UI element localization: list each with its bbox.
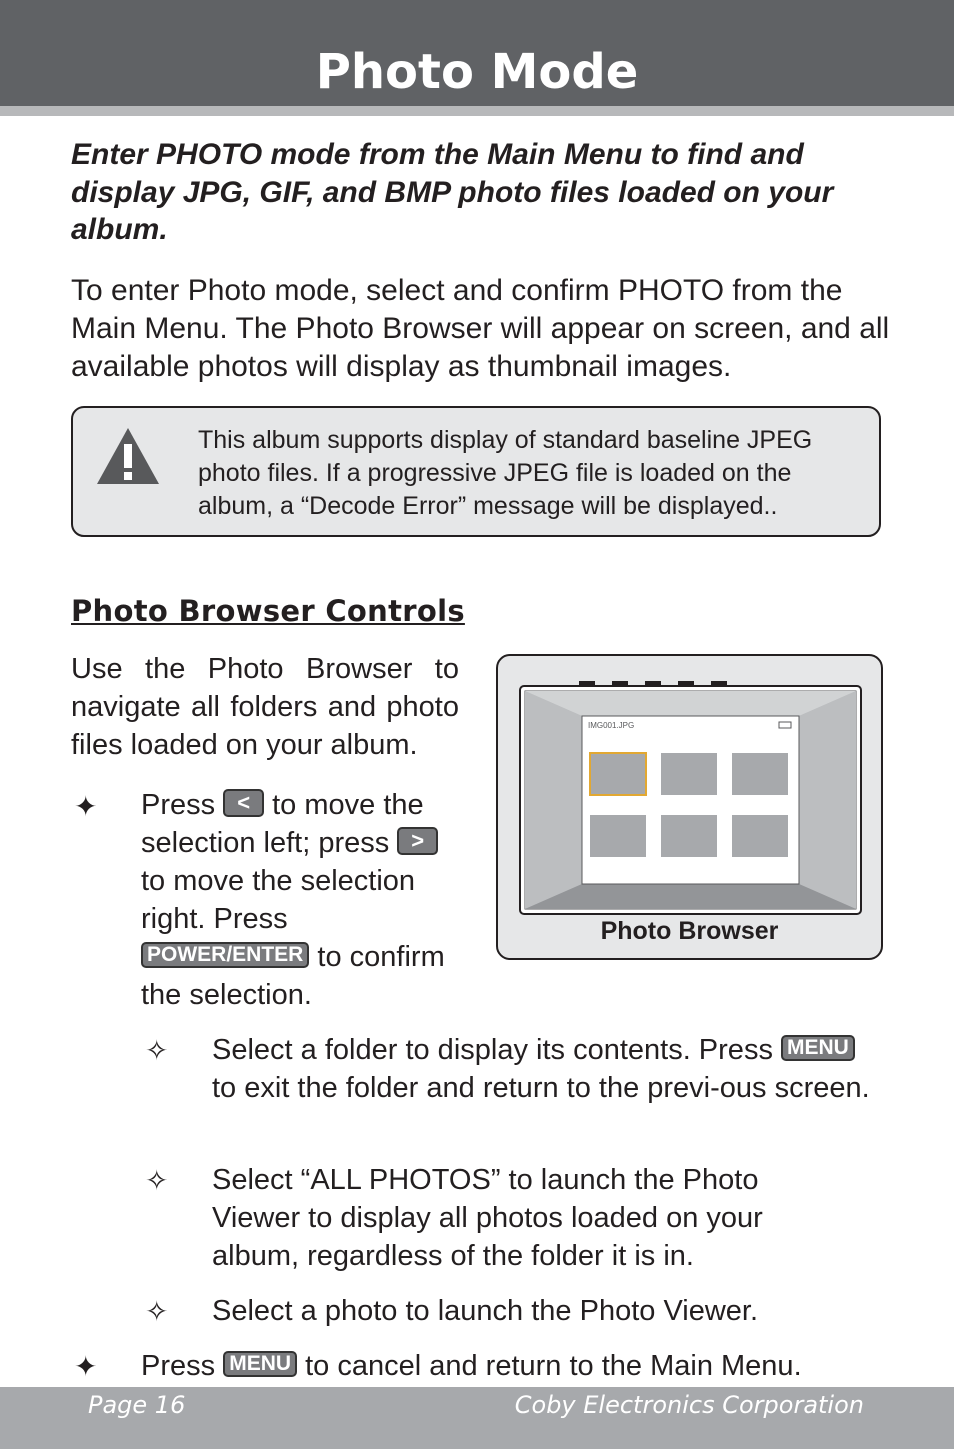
- power-enter-key: POWER/ENTER: [141, 942, 309, 968]
- sub-bullet-photo-text: Select a photo to launch the Photo Viewer.: [212, 1295, 759, 1327]
- page-header: [0, 0, 954, 106]
- sub-bullet-all-photos-text: Select “ALL PHOTOS” to launch the Photo Viewer to display all photos loaded on your album, regardless of the folder it is in.: [212, 1164, 763, 1272]
- figure-caption: Photo Browser: [600, 917, 779, 945]
- warning-note: [71, 406, 881, 537]
- bullet-diamond-icon: ✧: [145, 1035, 169, 1066]
- header-stripe: [0, 106, 954, 116]
- intro-text: Enter PHOTO mode from the Main Menu to find and display JPG, GIF, and BMP photo files loaded on your album.: [71, 138, 834, 246]
- bullet-diamond-icon: ✧: [145, 1296, 169, 1327]
- bullet-diamond-icon: ✧: [145, 1165, 169, 1196]
- thumbnail: [661, 815, 717, 857]
- warning-icon: [95, 426, 161, 491]
- left-key: <: [223, 789, 264, 817]
- photo-browser-illustration: [498, 656, 881, 918]
- sub-bullet-part: to exit the folder and return to the previ-ous screen.: [212, 1072, 870, 1104]
- body-paragraph: To enter Photo mode, select and confirm PHOTO from the Main Menu. The Photo Browser will appear on screen, and all available photos will display as thumbnail images.: [71, 274, 890, 383]
- bullet-cancel-part: Press: [141, 1350, 216, 1382]
- thumbnail: [732, 815, 788, 857]
- photo-browser-figure: [496, 654, 883, 960]
- bullet-cancel-text: [141, 1347, 921, 1385]
- thumbnail-selected: [590, 753, 646, 795]
- page-number: Page 16: [88, 1391, 186, 1419]
- bullet-nav-part: to move the selection right. Press: [141, 865, 416, 935]
- section-intro: Use the Photo Browser to navigate all folders and photo files loaded on your album.: [71, 653, 459, 761]
- right-key: >: [397, 827, 438, 855]
- sub-bullet-folder-text: [212, 1031, 872, 1107]
- bullet-nav-text: [141, 786, 461, 1014]
- warning-text: This album supports display of standard baseline JPEG photo files. If a progressive JPEG file is loaded on the album, a “Decode Error” message will be displayed..: [198, 426, 813, 520]
- sub-bullet-part: Select a folder to display its contents. Press: [212, 1034, 773, 1066]
- company-name: Coby Electronics Corporation: [514, 1391, 864, 1419]
- bullet-nav-part: to move the selection left; press: [141, 789, 424, 859]
- bullet-star-icon: ✦: [74, 791, 98, 822]
- section-title: Photo Browser Controls: [71, 594, 465, 628]
- page-title: Photo Mode: [315, 44, 639, 100]
- menu-key: MENU: [781, 1035, 855, 1061]
- screen-filename: IMG001.JPG: [588, 721, 635, 730]
- bullet-star-icon: ✦: [74, 1351, 98, 1382]
- thumbnail: [661, 753, 717, 795]
- thumbnail: [590, 815, 646, 857]
- bullet-cancel-part: to cancel and return to the Main Menu.: [305, 1350, 802, 1382]
- bullet-nav-part: to confirm the selection.: [141, 941, 445, 1011]
- thumbnail: [732, 753, 788, 795]
- menu-key: MENU: [223, 1351, 297, 1377]
- bullet-nav-part: Press: [141, 789, 216, 821]
